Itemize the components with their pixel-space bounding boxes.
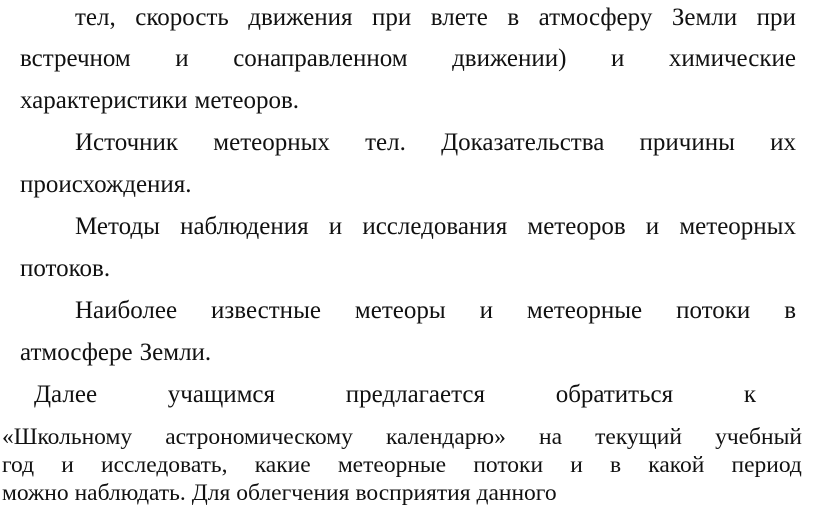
word: исследования [362,213,508,240]
word: Земли [671,4,738,31]
word: движения [248,4,353,31]
word: известные [211,297,321,324]
word: наблюдения [180,213,309,240]
word: потоков. [20,255,111,282]
word: метеоров. [194,87,300,114]
text-line-12 [2,452,802,479]
word: атмосфере [20,339,133,366]
text-line-3 [20,86,796,116]
text-line-9 [20,338,796,368]
word: Источник [75,129,179,156]
word: причины [639,129,735,156]
word: и [479,297,493,324]
word: происхождения. [20,171,192,198]
word: на [539,424,563,450]
word: Для [191,480,231,506]
text-line-13 [2,480,802,507]
word: наблюдать. [74,480,186,506]
word: встречном [20,45,131,72]
text-line-11 [2,424,802,451]
word: предлагается [345,381,485,408]
word: в [507,4,520,31]
word: химические [668,45,796,72]
word: учащимся [167,381,275,408]
word: и [645,213,660,240]
word: Наиболее [75,297,178,324]
word: скорость [135,4,229,31]
text-line-4 [75,128,796,158]
word: характеристики [20,87,188,114]
word: Методы [75,213,160,240]
word: облегчения [236,480,350,506]
word: обратиться [555,381,674,408]
word: метеоров [527,213,626,240]
word: и [175,45,189,72]
word: при [756,4,796,31]
word: к [743,381,756,408]
text-line-1 [75,3,796,33]
word: Далее [34,381,98,408]
word: атмосферу [538,4,653,31]
word: Доказательства [441,129,605,156]
word: и [570,452,583,478]
word: потоки [676,297,751,324]
word: тел, [75,4,116,31]
word: при [371,4,412,31]
word: движении) [452,45,567,72]
word: метеорные [526,297,643,324]
word: данного [476,480,557,506]
word: период [731,452,802,478]
word: метеорных [213,129,330,156]
text-line-2 [20,44,796,74]
word: какие [254,452,311,478]
word: «Школьному [2,424,133,450]
text-line-8 [75,296,796,326]
word: в [610,452,622,478]
word: текущий [595,424,682,450]
word: и [328,213,343,240]
word: метеорные [337,452,447,478]
word: астрономическому [165,424,353,450]
text-line-7 [20,254,796,284]
word: тел. [365,129,406,156]
word: исследовать, [101,452,228,478]
word: учебный [715,424,802,450]
word: Земли. [139,339,212,366]
text-line-5 [20,170,796,200]
word: метеорных [679,213,796,240]
word: и [61,452,74,478]
word: какой [648,452,705,478]
word: сонаправленном [233,45,408,72]
word: метеоры [354,297,446,324]
word: и [611,45,625,72]
word: можно [2,480,69,506]
word: восприятия [355,480,471,506]
word: календарю» [385,424,506,450]
word: в [784,297,796,324]
text-line-6 [75,212,796,242]
word: влете [430,4,488,31]
word: потоки [473,452,544,478]
word: год [2,452,35,478]
text-line-10 [34,380,756,410]
word: их [770,129,796,156]
